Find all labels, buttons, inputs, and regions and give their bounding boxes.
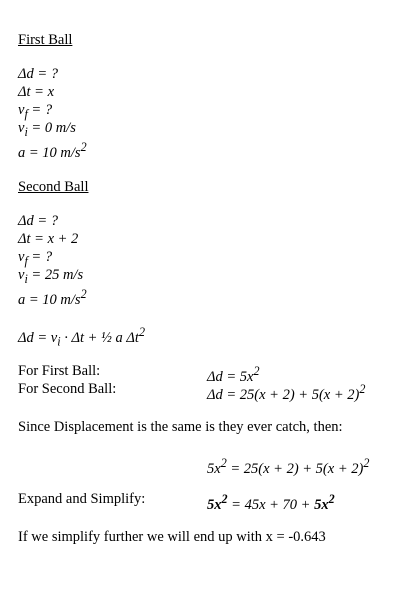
second-ball-final-velocity: $v_f$ = ?: [18, 249, 53, 268]
first-ball-time: Δt = x: [18, 84, 55, 100]
second-ball-initial-velocity: $v_i = 25$ m/s: [18, 267, 84, 286]
second-ball-acceleration: a = 10 $m/s^2$: [18, 287, 87, 308]
second-ball-result: $\Delta d = 25(x + 2) + 5(x + 2)^2$: [207, 382, 366, 403]
first-ball-displacement: Δd = ?: [18, 66, 59, 82]
first-ball-acceleration: a = 10 $m/s^2$: [18, 140, 87, 161]
first-ball-initial-velocity: $v_i = 0$ m/s: [18, 120, 76, 139]
first-ball-final-velocity: $v_f$ = ?: [18, 102, 53, 121]
second-ball-heading: Second Ball: [18, 179, 89, 195]
since-statement: Since Displacement is the same is they ever catch, then:: [18, 419, 343, 435]
first-ball-result-label: For First Ball:: [18, 363, 101, 379]
second-ball-displacement: Δd = ?: [18, 213, 59, 229]
expand-label: Expand and Simplify:: [18, 491, 146, 507]
equality-equation: $5x^2 = 25(x + 2) + 5(x + 2)^2$: [207, 456, 370, 477]
second-ball-time: Δt = x + 2: [18, 231, 79, 247]
first-ball-heading: First Ball: [18, 32, 73, 48]
first-ball-result: $\Delta d = 5x^2$: [207, 364, 260, 385]
conclusion: If we simplify further we will end up with x = -0.643: [18, 529, 326, 545]
displacement-formula: $\Delta d = v_i \cdot \Delta t$ + ½ a $\Delta t^2$: [18, 325, 146, 349]
expanded-equation: $5x^2 = 45x + 70 + 5x^2$: [207, 492, 335, 513]
second-ball-result-label: For Second Ball:: [18, 381, 117, 397]
